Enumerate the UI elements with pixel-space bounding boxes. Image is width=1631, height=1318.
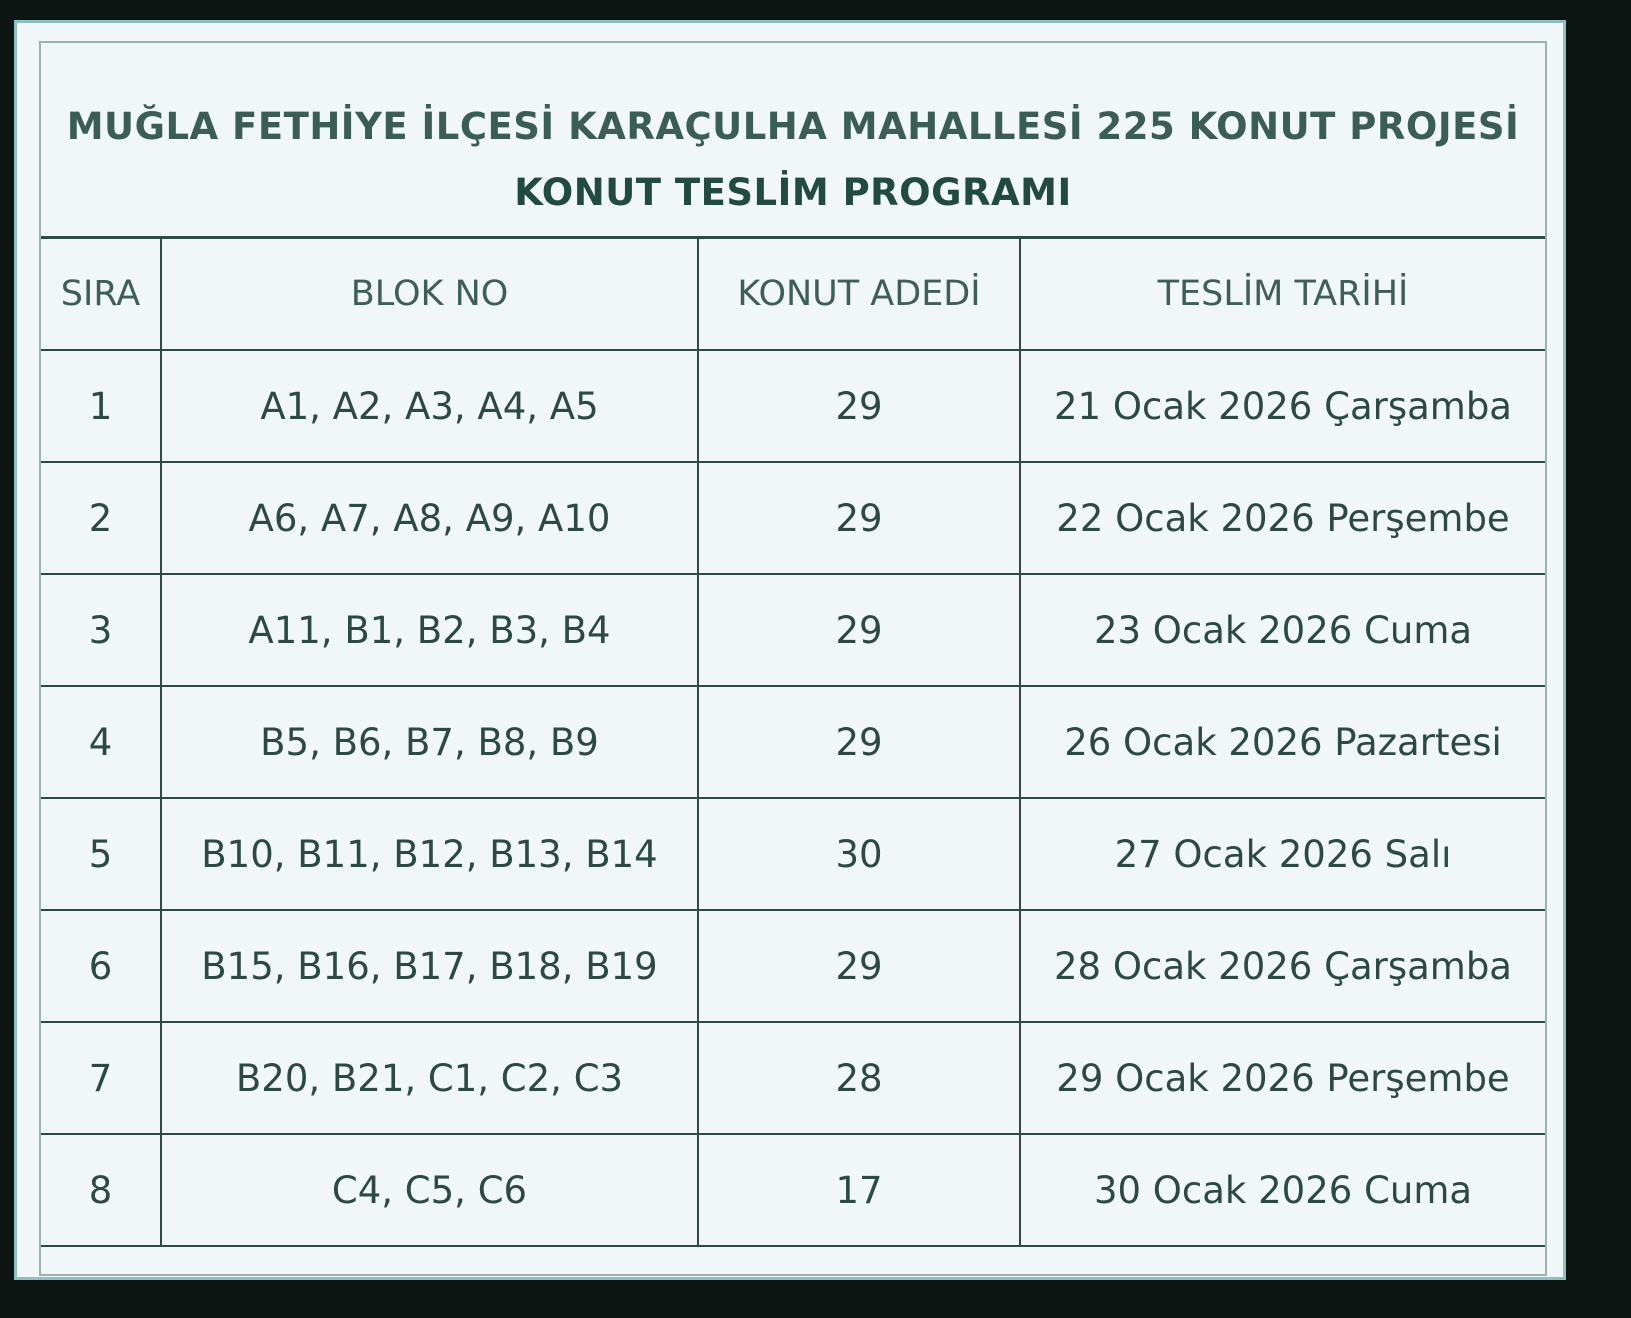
column-header-konut-adedi: KONUT ADEDİ <box>698 239 1020 350</box>
column-header-blok-no: BLOK NO <box>161 239 698 350</box>
cell-teslim-tarihi: 21 Ocak 2026 Çarşamba <box>1020 350 1545 462</box>
table-row <box>41 1134 1545 1246</box>
cell-blok-no: B5, B6, B7, B8, B9 <box>161 686 698 798</box>
header-row <box>41 239 1545 350</box>
table-row <box>41 686 1545 798</box>
title-line-2: KONUT TESLİM PROGRAMI <box>514 171 1072 214</box>
cell-konut-adedi: 29 <box>698 686 1020 798</box>
table-row <box>41 462 1545 574</box>
table-row <box>41 350 1545 462</box>
cell-blok-no: B15, B16, B17, B18, B19 <box>161 910 698 1022</box>
cell-sira: 4 <box>41 686 161 798</box>
table-row <box>41 1022 1545 1134</box>
cell-sira: 5 <box>41 798 161 910</box>
delivery-schedule-table-frame <box>39 41 1547 1276</box>
cell-teslim-tarihi: 22 Ocak 2026 Perşembe <box>1020 462 1545 574</box>
cell-sira: 7 <box>41 1022 161 1134</box>
cell-sira: 8 <box>41 1134 161 1246</box>
cell-teslim-tarihi: 28 Ocak 2026 Çarşamba <box>1020 910 1545 1022</box>
cell-teslim-tarihi: 23 Ocak 2026 Cuma <box>1020 574 1545 686</box>
cell-konut-adedi: 29 <box>698 574 1020 686</box>
cell-blok-no: C4, C5, C6 <box>161 1134 698 1246</box>
table-row <box>41 910 1545 1022</box>
cell-blok-no: A11, B1, B2, B3, B4 <box>161 574 698 686</box>
cell-teslim-tarihi: 27 Ocak 2026 Salı <box>1020 798 1545 910</box>
column-header-teslim-tarihi: TESLİM TARİHİ <box>1020 239 1545 350</box>
cell-konut-adedi: 29 <box>698 910 1020 1022</box>
column-header-sira: SIRA <box>41 239 161 350</box>
cell-teslim-tarihi: 29 Ocak 2026 Perşembe <box>1020 1022 1545 1134</box>
delivery-schedule-table <box>41 239 1545 1247</box>
cell-teslim-tarihi: 26 Ocak 2026 Pazartesi <box>1020 686 1545 798</box>
cell-blok-no: B20, B21, C1, C2, C3 <box>161 1022 698 1134</box>
table-title <box>41 43 1545 239</box>
cell-blok-no: A6, A7, A8, A9, A10 <box>161 462 698 574</box>
screen-panel <box>14 20 1566 1280</box>
title-line-1: MUĞLA FETHİYE İLÇESİ KARAÇULHA MAHALLESİ 225 KONUT PROJESİ <box>66 105 1520 148</box>
cell-sira: 2 <box>41 462 161 574</box>
cell-teslim-tarihi: 30 Ocak 2026 Cuma <box>1020 1134 1545 1246</box>
table-row <box>41 798 1545 910</box>
cell-sira: 1 <box>41 350 161 462</box>
cell-konut-adedi: 17 <box>698 1134 1020 1246</box>
cell-konut-adedi: 30 <box>698 798 1020 910</box>
cell-konut-adedi: 29 <box>698 462 1020 574</box>
cell-sira: 3 <box>41 574 161 686</box>
table-row <box>41 574 1545 686</box>
cell-blok-no: A1, A2, A3, A4, A5 <box>161 350 698 462</box>
cell-konut-adedi: 28 <box>698 1022 1020 1134</box>
cell-konut-adedi: 29 <box>698 350 1020 462</box>
cell-blok-no: B10, B11, B12, B13, B14 <box>161 798 698 910</box>
cell-sira: 6 <box>41 910 161 1022</box>
